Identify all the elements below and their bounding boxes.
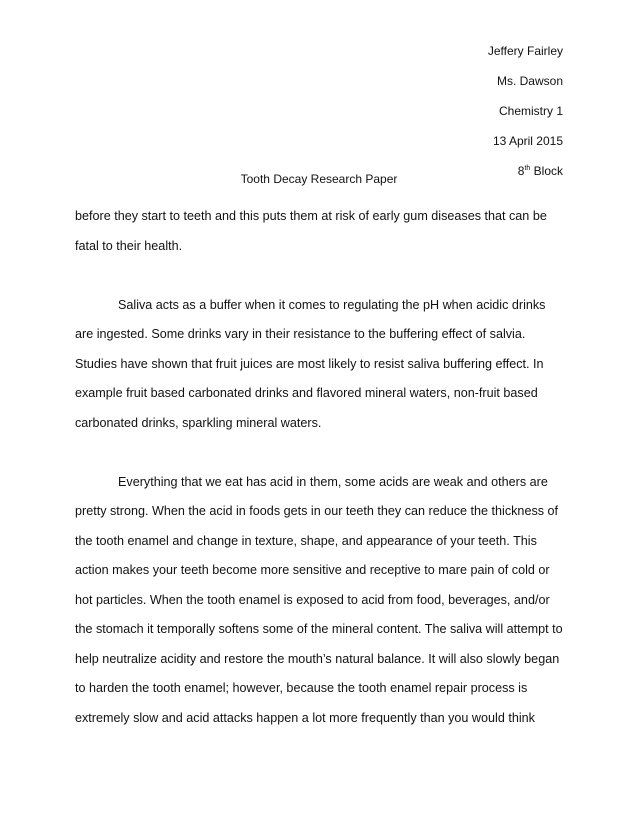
paragraph-3: Everything that we eat has acid in them, some acids are weak and others are pretty strong. When the acid in foods gets in our teeth they can reduce the thickness of the tooth enamel and change in texture, shape, and appearance of your teeth. This action makes your teeth become more sensitive and receptive to mare pain of cold or hot particles. When the tooth enamel is exposed to acid from food, beverages, and/or the stomach it temporally softens some of the mineral content. The saliva will attempt to help neutralize acidity and restore the mouth’s natural balance. It will also slowly began to harden the tooth enamel; however, because the tooth enamel repair process is extremely slow and acid attacks happen a lot more frequently than you would think (75, 474, 563, 725)
teacher-name: Ms. Dawson (496, 74, 563, 88)
paper-title: Tooth Decay Research Paper (240, 172, 398, 186)
block-label: Block (530, 164, 563, 178)
block-ordinal-suffix: th (524, 165, 531, 172)
course-name: Chemistry 1 (498, 104, 563, 118)
block-number: 8 (517, 164, 525, 178)
body-text (75, 202, 567, 733)
author-name: Jeffery Fairley (487, 44, 563, 58)
paragraph-1: before they start to teeth and this puts them at risk of early gum diseases that can be fatal to their health. (75, 209, 547, 253)
paragraph-2: Saliva acts as a buffer when it comes to regulating the pH when acidic drinks are ingested. Some drinks vary in their resistance to the buffering effect of salvia. Studies have shown that fruit juices are most likely to resist saliva buffering effect. In example fruit based carbonated drinks and flavored mineral waters, non-fruit based carbonated drinks, sparkling mineral waters. (75, 297, 546, 430)
date: 13 April 2015 (492, 134, 563, 148)
